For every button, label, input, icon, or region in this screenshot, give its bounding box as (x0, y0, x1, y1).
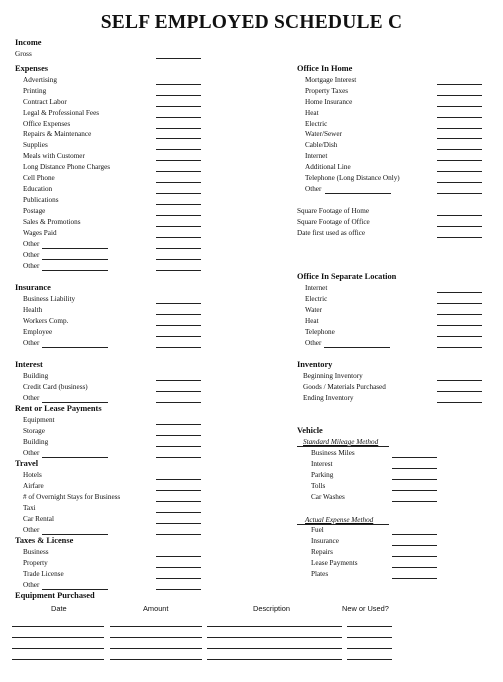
expense-5-label: Repairs & Maintenance (23, 130, 92, 138)
insurance-2-line[interactable] (156, 325, 201, 326)
office-home-5-label: Water/Sewer (305, 130, 342, 138)
expense-13-line[interactable] (156, 226, 201, 227)
equipment-row-2-col-0[interactable] (12, 648, 104, 649)
insurance-3-label: Employee (23, 328, 53, 336)
expense-17-line[interactable] (156, 270, 201, 271)
taxes-2-line[interactable] (156, 578, 201, 579)
insurance-0-line[interactable] (156, 303, 201, 304)
office-separate-3-label: Heat (305, 317, 319, 325)
expense-6-line[interactable] (156, 149, 201, 150)
expense-10-label: Education (23, 185, 53, 193)
travel-2-line[interactable] (156, 501, 201, 502)
expense-15-other-line[interactable] (42, 248, 108, 249)
vehicle-actual-3-line[interactable] (392, 567, 437, 568)
vehicle-actual-3-label: Lease Payments (311, 559, 358, 567)
vehicle-standard-4-line[interactable] (392, 501, 437, 502)
travel-4-line[interactable] (156, 523, 201, 524)
inventory-1-label: Goods / Materials Purchased (303, 383, 386, 391)
equipment-col-0: Date (51, 604, 67, 613)
expense-1-label: Printing (23, 87, 47, 95)
expense-1-line[interactable] (156, 95, 201, 96)
vehicle-actual-2-label: Repairs (311, 548, 333, 556)
office-home-9-label: Telephone (Long Distance Only) (305, 174, 400, 182)
rent-1-label: Storage (23, 427, 45, 435)
expense-15-label: Other (23, 240, 40, 248)
expense-4-label: Office Expenses (23, 120, 71, 128)
taxes-2-label: Trade License (23, 570, 64, 578)
office-separate-4-label: Telephone (305, 328, 335, 336)
expense-10-line[interactable] (156, 193, 201, 194)
expense-7-line[interactable] (156, 160, 201, 161)
office-home-10-other-line[interactable] (325, 193, 391, 194)
equipment-row-2-col-3[interactable] (347, 648, 392, 649)
expense-12-line[interactable] (156, 215, 201, 216)
insurance-4-label: Other (23, 339, 40, 347)
office-home-6-line[interactable] (437, 149, 482, 150)
expense-14-line[interactable] (156, 237, 201, 238)
insurance-1-label: Health (23, 306, 43, 314)
office-home-10-label: Other (305, 185, 322, 193)
insurance-1-line[interactable] (156, 314, 201, 315)
equipment-col-2: Description (253, 604, 290, 613)
travel-1-line[interactable] (156, 490, 201, 491)
office-home-2-label: Home Insurance (305, 98, 353, 106)
expense-4-line[interactable] (156, 128, 201, 129)
inventory-2-line[interactable] (437, 402, 482, 403)
taxes-1-line[interactable] (156, 567, 201, 568)
equipment-row-1-col-3[interactable] (347, 637, 392, 638)
rent-2-label: Building (23, 438, 49, 446)
page-title: SELF EMPLOYED SCHEDULE C (100, 12, 403, 33)
equipment-row-3-col-1[interactable] (110, 659, 202, 660)
insurance-3-line[interactable] (156, 336, 201, 337)
vehicle-heading: Vehicle (297, 426, 323, 435)
vehicle-standard-0-label: Business Miles (311, 449, 355, 457)
expenses-heading: Expenses (15, 64, 49, 73)
office-home-4-line[interactable] (437, 128, 482, 129)
travel-5-label: Other (23, 526, 40, 534)
office-separate-0-label: Internet (305, 284, 328, 292)
expense-2-line[interactable] (156, 106, 201, 107)
office-separate-3-line[interactable] (437, 325, 482, 326)
office-separate-2-label: Water (305, 306, 322, 314)
rent-2-line[interactable] (156, 446, 201, 447)
interest-0-line[interactable] (156, 380, 201, 381)
travel-0-line[interactable] (156, 479, 201, 480)
vehicle-actual-4-line[interactable] (392, 578, 437, 579)
vehicle-standard-1-line[interactable] (392, 468, 437, 469)
rent-3-other-line[interactable] (42, 457, 108, 458)
office-separate-5-line[interactable] (437, 347, 482, 348)
inventory-2-label: Ending Inventory (303, 394, 354, 402)
vehicle-standard-4-label: Car Washes (311, 493, 345, 501)
equipment-row-2-col-2[interactable] (207, 648, 342, 649)
equipment-row-0-col-3[interactable] (347, 626, 392, 627)
interest-2-line[interactable] (156, 402, 201, 403)
office-home-3-line[interactable] (437, 117, 482, 118)
equipment-row-0-col-2[interactable] (207, 626, 342, 627)
office-home-extra-1-line[interactable] (437, 226, 482, 227)
office-separate-1-line[interactable] (437, 303, 482, 304)
expense-17-label: Other (23, 262, 40, 270)
expense-16-label: Other (23, 251, 40, 259)
office-home-1-line[interactable] (437, 95, 482, 96)
office-home-7-label: Internet (305, 152, 328, 160)
expense-7-label: Meals with Customer (23, 152, 85, 160)
expense-16-line[interactable] (156, 259, 201, 260)
taxes-heading: Taxes & License (15, 536, 74, 545)
taxes-1-label: Property (23, 559, 48, 567)
office-separate-5-other-line[interactable] (324, 347, 390, 348)
interest-heading: Interest (15, 360, 43, 369)
equipment-row-3-col-0[interactable] (12, 659, 104, 660)
equipment-row-0-col-1[interactable] (110, 626, 202, 627)
office-home-4-label: Electric (305, 120, 328, 128)
equipment-col-3: New or Used? (342, 604, 389, 613)
insurance-4-other-line[interactable] (42, 347, 108, 348)
office-home-7-line[interactable] (437, 160, 482, 161)
expense-3-line[interactable] (156, 117, 201, 118)
vehicle-actual-0-label: Fuel (311, 526, 324, 534)
interest-1-label: Credit Card (business) (23, 383, 88, 391)
travel-3-line[interactable] (156, 512, 201, 513)
interest-1-line[interactable] (156, 391, 201, 392)
expense-17-other-line[interactable] (42, 270, 108, 271)
vehicle-actual-2-line[interactable] (392, 556, 437, 557)
expense-9-line[interactable] (156, 182, 201, 183)
inventory-0-label: Beginning Inventory (303, 372, 363, 380)
travel-5-line[interactable] (156, 534, 201, 535)
expense-11-line[interactable] (156, 204, 201, 205)
standard-mileage-label: Standard Mileage Method (303, 438, 379, 446)
expense-8-line[interactable] (156, 171, 201, 172)
equipment-col-1: Amount (143, 604, 169, 613)
vehicle-actual-4-label: Plates (311, 570, 329, 578)
travel-0-label: Hotels (23, 471, 42, 479)
travel-heading: Travel (15, 459, 39, 468)
expense-5-line[interactable] (156, 138, 201, 139)
expense-12-label: Postage (23, 207, 46, 215)
travel-4-label: Car Rental (23, 515, 54, 523)
inventory-0-line[interactable] (437, 380, 482, 381)
expense-0-label: Advertising (23, 76, 57, 84)
gross-line[interactable] (156, 58, 201, 59)
vehicle-standard-0-line[interactable] (392, 457, 437, 458)
vehicle-standard-2-label: Parking (311, 471, 334, 479)
office-home-0-label: Mortgage Interest (305, 76, 357, 84)
expense-2-label: Contract Labor (23, 98, 67, 106)
insurance-0-label: Business Liability (23, 295, 76, 303)
equipment-row-1-col-0[interactable] (12, 637, 104, 638)
taxes-3-line[interactable] (156, 589, 201, 590)
expense-14-label: Wages Paid (23, 229, 57, 237)
rent-0-label: Equipment (23, 416, 55, 424)
insurance-4-line[interactable] (156, 347, 201, 348)
actual-expense-label: Actual Expense Method (305, 516, 374, 524)
expense-0-line[interactable] (156, 84, 201, 85)
office-home-heading: Office In Home (297, 64, 353, 73)
equipment-row-3-col-2[interactable] (207, 659, 342, 660)
expense-16-other-line[interactable] (42, 259, 108, 260)
office-home-extra-0-line[interactable] (437, 215, 482, 216)
income-heading: Income (15, 38, 42, 47)
equipment-row-0-col-0[interactable] (12, 626, 104, 627)
office-home-10-line[interactable] (437, 193, 482, 194)
office-home-extra-2-line[interactable] (437, 237, 482, 238)
vehicle-standard-3-line[interactable] (392, 490, 437, 491)
office-home-2-line[interactable] (437, 106, 482, 107)
office-home-1-label: Property Taxes (305, 87, 349, 95)
office-home-9-line[interactable] (437, 182, 482, 183)
taxes-3-label: Other (23, 581, 40, 589)
taxes-0-label: Business (23, 548, 49, 556)
office-separate-2-line[interactable] (437, 314, 482, 315)
insurance-2-label: Workers Comp. (23, 317, 69, 325)
office-home-extra-1-label: Square Footage of Office (297, 218, 370, 226)
office-home-0-line[interactable] (437, 84, 482, 85)
travel-2-label: # of Overnight Stays for Business (23, 493, 121, 501)
equipment-row-2-col-1[interactable] (110, 648, 202, 649)
office-separate-0-line[interactable] (437, 292, 482, 293)
office-separate-1-label: Electric (305, 295, 328, 303)
equipment-row-1-col-1[interactable] (110, 637, 202, 638)
rent-3-label: Other (23, 449, 40, 457)
rent-1-line[interactable] (156, 435, 201, 436)
expense-11-label: Publications (23, 196, 59, 204)
rent-heading: Rent or Lease Payments (15, 404, 102, 413)
equipment-row-1-col-2[interactable] (207, 637, 342, 638)
vehicle-actual-1-line[interactable] (392, 545, 437, 546)
expense-15-line[interactable] (156, 248, 201, 249)
equipment-row-3-col-3[interactable] (347, 659, 392, 660)
expense-6-label: Supplies (23, 141, 48, 149)
taxes-0-line[interactable] (156, 556, 201, 557)
office-home-5-line[interactable] (437, 138, 482, 139)
equipment-heading: Equipment Purchased (15, 591, 95, 600)
gross-label: Gross (15, 50, 32, 58)
vehicle-actual-1-label: Insurance (311, 537, 339, 545)
vehicle-actual-0-line[interactable] (392, 534, 437, 535)
expense-13-label: Sales & Promotions (23, 218, 81, 226)
office-separate-4-line[interactable] (437, 336, 482, 337)
interest-0-label: Building (23, 372, 49, 380)
travel-3-label: Taxi (23, 504, 36, 512)
expense-3-label: Legal & Professional Fees (23, 109, 100, 117)
expense-8-label: Long Distance Phone Charges (23, 163, 111, 171)
office-separate-heading: Office In Separate Location (297, 272, 397, 281)
office-home-extra-2-label: Date first used as office (297, 229, 366, 237)
standard-mileage-underline (297, 446, 389, 447)
rent-3-line[interactable] (156, 457, 201, 458)
office-home-8-label: Additional Line (305, 163, 351, 171)
rent-0-line[interactable] (156, 424, 201, 425)
office-home-6-label: Cable/Dish (305, 141, 338, 149)
expense-9-label: Cell Phone (23, 174, 55, 182)
travel-1-label: Airfare (23, 482, 44, 490)
office-home-extra-0-label: Square Footage of Home (297, 207, 370, 215)
vehicle-standard-1-label: Interest (311, 460, 333, 468)
office-home-8-line[interactable] (437, 171, 482, 172)
vehicle-standard-2-line[interactable] (392, 479, 437, 480)
insurance-heading: Insurance (15, 283, 51, 292)
inventory-1-line[interactable] (437, 391, 482, 392)
vehicle-standard-3-label: Tolls (311, 482, 326, 490)
interest-2-label: Other (23, 394, 40, 402)
inventory-heading: Inventory (297, 360, 333, 369)
office-home-3-label: Heat (305, 109, 319, 117)
office-separate-5-label: Other (305, 339, 322, 347)
